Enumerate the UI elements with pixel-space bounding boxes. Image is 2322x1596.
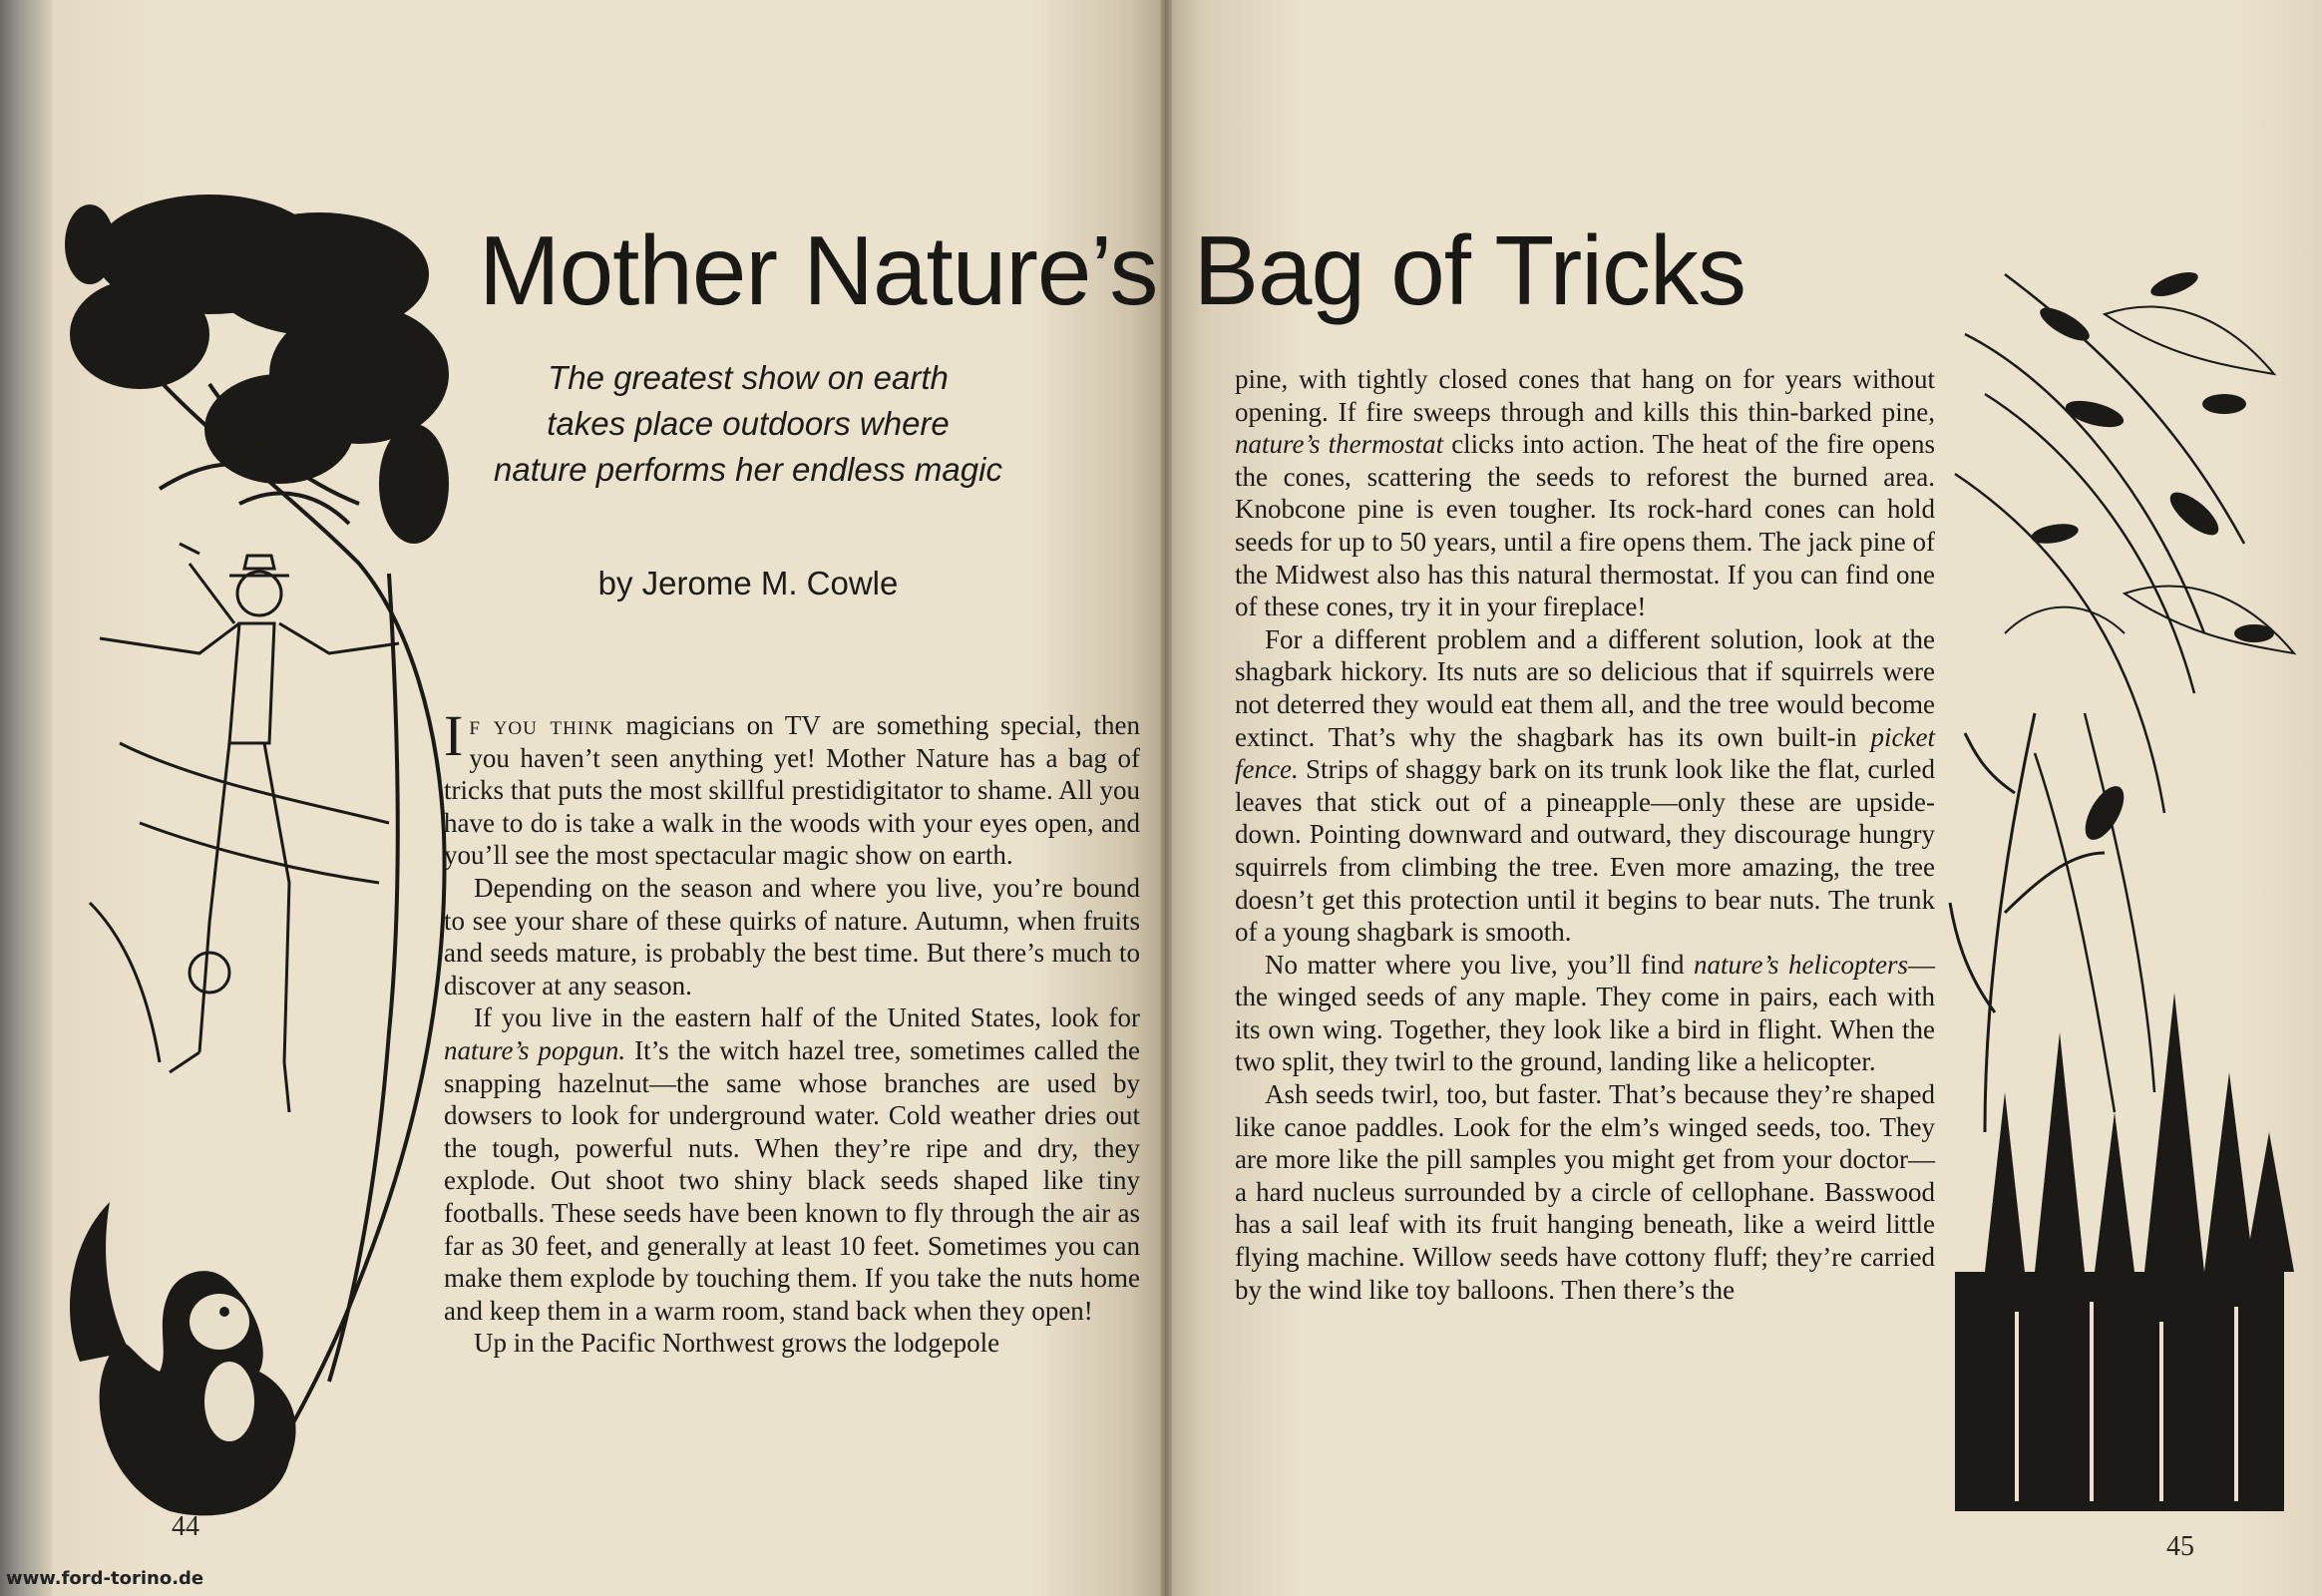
article-subtitle	[469, 355, 1027, 493]
article-title	[479, 214, 1875, 327]
drop-cap: I	[444, 703, 464, 768]
paragraph	[1235, 363, 1935, 623]
page-number-right: 45	[2166, 1531, 2194, 1562]
bare-branch	[1950, 713, 2105, 1132]
emphasis-text: nature’s helicopters	[1694, 949, 1908, 980]
tree-foliage	[65, 195, 449, 544]
paragraph	[1235, 623, 1935, 949]
watermark-url: www.ford-torino.de	[6, 1568, 204, 1589]
title-part-1: Mother Nature’s	[479, 215, 1158, 325]
book-edge	[0, 0, 52, 1596]
paragraph: Ash seeds twirl, too, but faster. That’s because they’re shaped like canoe paddles. Look for the elm’s winged seeds, too. They are more like the pill samples you might get from your doctor—a hard nucleus surrounded by a circle of cellophane. Basswood has a sail leaf with its fruit hanging beneath, like a weird little flying machine. Willow seeds have cottony fluff; they’re carried by the wind like toy balloons. Then there’s the	[1235, 1079, 1935, 1305]
wind-lines	[1955, 274, 2244, 1112]
seed-wings	[2005, 307, 2294, 654]
subtitle-line: The greatest show on earth	[548, 359, 949, 396]
lead-in-smallcaps: f you think	[469, 710, 614, 740]
article-byline: by Jerome M. Cowle	[597, 565, 899, 601]
left-text-column	[444, 703, 1141, 1360]
emphasis-text: nature’s thermostat	[1235, 429, 1444, 460]
paragraph: Up in the Pacific Northwest grows the lodgepole	[474, 1328, 1000, 1359]
paragraph	[1235, 949, 1935, 1078]
subtitle-line: takes place outdoors where	[547, 405, 950, 442]
paragraph-text: It’s the witch hazel tree, sometimes called the snapping hazelnut—the same whose branches are used by dowsers to look for underground water. Cold weather dries out the tough, powerful nuts. When they’re ripe and dry, they explode. Out shoot two shiny black seeds shaped like tiny footballs. These seeds have been known to fly through the air as far as 30 feet, and generally at least 10 feet. Sometimes you can make them explode by touching them. If you take the nuts home and keep them in a warm room, stand back when they open!	[444, 1034, 1140, 1326]
pine-forest	[1955, 993, 2294, 1511]
paragraph-text: pine, with tightly closed cones that hang on for years without opening. If fire sweeps through and kills this thin-barked pine,	[1235, 364, 1935, 427]
title-part-2: Bag of Tricks	[1193, 215, 1746, 325]
tree-boy-squirrel-illustration	[60, 185, 459, 1526]
paragraph-text: Strips of shaggy bark on its trunk look like the flat, curled leaves that stick out of a pineapple—only these are upside-down. Pointing downward and outward, they discourage hungry squirrels from climbing the tree. Even more amazing, the tree doesn’t get this protection until it begins to bear nuts. The trunk of a young shagbark is smooth.	[1235, 754, 1935, 948]
paragraph-text: magicians on TV are something special, then you haven’t seen anything yet! Mother Nature has a bag of tricks that puts the most skillful prestidigitator to shame. All you have to do is take a walk in the woods with your eyes open, and you’ll see the most spectacular magic show on earth.	[444, 710, 1141, 871]
emphasis-text: picket fence.	[1235, 721, 1935, 785]
paragraph-text: If you live in the eastern half of the United States, look for	[474, 1002, 1140, 1033]
paragraph	[444, 703, 1141, 872]
seeds-and-forest-illustration	[1945, 214, 2309, 1516]
paragraph: Depending on the season and where you live, you’re bound to see your share of these quirks of nature. Autumn, when fruits and seeds mature, is probably the best time. But there’s much to discover at any season.	[444, 872, 1140, 1000]
paragraph-text: —the winged seeds of any maple. They come in pairs, each with its own wing. Together, they look like a bird in flight. When the two split, they twirl to the ground, landing like a helicopter.	[1235, 949, 1935, 1077]
squirrel	[70, 1202, 296, 1515]
paragraph-text: No matter where you live, you’ll find	[1265, 949, 1695, 980]
paragraph-text: clicks into action. The heat of the fire opens the cones, scattering the seeds to reforest the burned area. Knobcone pine is even tougher. Its rock-hard cones can hold seeds for up to 50 years, until a fire opens them. The jack pine of the Midwest also has this natural thermostat. If you can find one of these cones, try it in your fireplace!	[1235, 429, 1935, 622]
page-number-left: 44	[172, 1511, 199, 1542]
boy-with-slingshot	[90, 544, 399, 1112]
paragraph-text: For a different problem and a different solution, look at the shagbark hickory. Its nuts are so delicious that if squirrels were not deterred they would eat them all, and the tree would become extinct. That’s why the shagbark has its own built-in	[1235, 623, 1935, 752]
right-text-column	[1235, 363, 1935, 1306]
emphasis-text: nature’s popgun.	[444, 1034, 626, 1065]
subtitle-line: nature performs her endless magic	[494, 451, 1002, 488]
paragraph	[444, 1001, 1140, 1327]
